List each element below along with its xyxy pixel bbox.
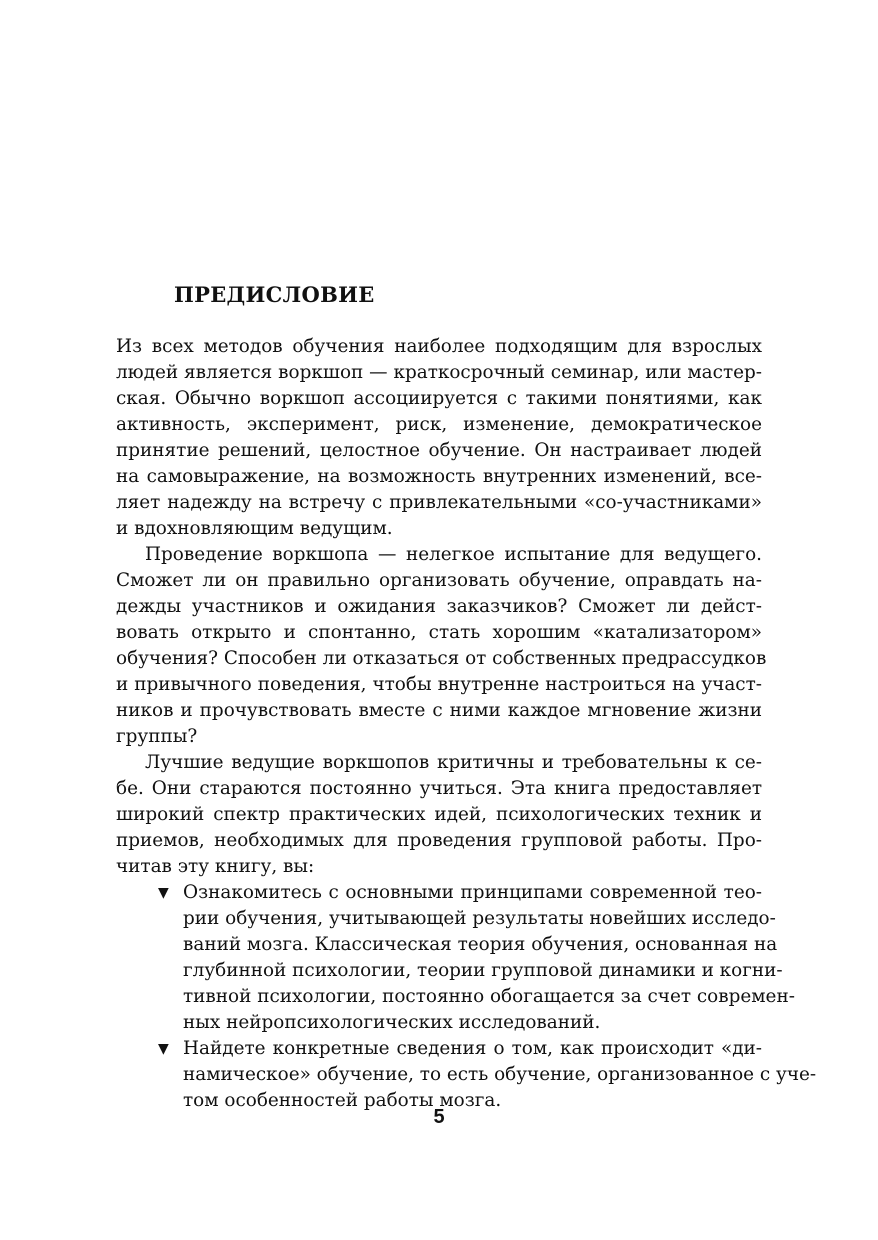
bullet-1-line: Ознакомитесь с основными принципами современной тео- — [183, 882, 762, 903]
page-number: 5 — [433, 1106, 445, 1128]
paragraph-1-line: и вдохновляющим ведущим. — [116, 518, 393, 539]
paragraph-1-line: людей является воркшоп — краткосрочный семинар, или мастер- — [116, 362, 762, 383]
paragraph-2-line: вовать открыто и спонтанно, стать хорошим «катализатором» — [116, 622, 762, 643]
bullet-triangle-icon: ▼ — [158, 1041, 169, 1057]
paragraph-1-line: принятие решений, целостное обучение. Он настраивает людей — [116, 440, 762, 461]
paragraph-2-line: Проведение воркшопа — нелегкое испытание для ведущего. — [145, 544, 762, 565]
bullet-1-line: рии обучения, учитывающей результаты новейших исследо- — [183, 908, 776, 929]
paragraph-2-line: ников и прочувствовать вместе с ними каждое мгновение жизни — [116, 700, 762, 721]
bullet-1-line: ных нейропсихологических исследований. — [183, 1012, 601, 1033]
paragraph-1-line: ская. Обычно воркшоп ассоциируется с такими понятиями, как — [116, 388, 762, 409]
bullet-triangle-icon: ▼ — [158, 885, 169, 901]
paragraph-3-line: читав эту книгу, вы: — [116, 856, 315, 877]
paragraph-1-line: на самовыражение, на возможность внутренних изменений, все- — [116, 466, 762, 487]
bullet-1-line: ваний мозга. Классическая теория обучения, основанная на — [183, 934, 778, 955]
paragraph-2-line: Сможет ли он правильно организовать обучение, оправдать на- — [116, 570, 762, 591]
bullet-1-line: глубинной психологии, теории групповой динамики и когни- — [183, 960, 783, 981]
paragraph-2-line: дежды участников и ожидания заказчиков? Сможет ли дейст- — [116, 596, 762, 617]
paragraph-1-line: активность, эксперимент, риск, изменение, демократическое — [116, 414, 762, 435]
paragraph-3-line: Лучшие ведущие воркшопов критичны и требовательны к се- — [145, 752, 762, 773]
bullet-2-line: том особенностей работы мозга. — [183, 1090, 502, 1111]
bullet-2-line: Найдете конкретные сведения о том, как происходит «ди- — [183, 1038, 762, 1059]
paragraph-1-line: Из всех методов обучения наиболее подходящим для взрослых — [116, 336, 762, 357]
paragraph-2-line: обучения? Способен ли отказаться от собственных предрассудков — [116, 648, 767, 669]
paragraph-2-line: группы? — [116, 726, 198, 747]
paragraph-3-line: широкий спектр практических идей, психологических техник и — [116, 804, 762, 825]
paragraph-3-line: приемов, необходимых для проведения групповой работы. Про- — [116, 830, 762, 851]
page-title: ПРЕДИСЛОВИЕ — [174, 282, 375, 307]
paragraph-2-line: и привычного поведения, чтобы внутренне настроиться на участ- — [116, 674, 762, 695]
paragraph-1-line: ляет надежду на встречу с привлекательными «со-участниками» — [116, 492, 762, 513]
paragraph-3-line: бе. Они стараются постоянно учиться. Эта книга предоставляет — [116, 778, 762, 799]
bullet-1-line: тивной психологии, постоянно обогащается за счет современ- — [183, 986, 795, 1007]
bullet-2-line: намическое» обучение, то есть обучение, организованное с уче- — [183, 1064, 817, 1085]
